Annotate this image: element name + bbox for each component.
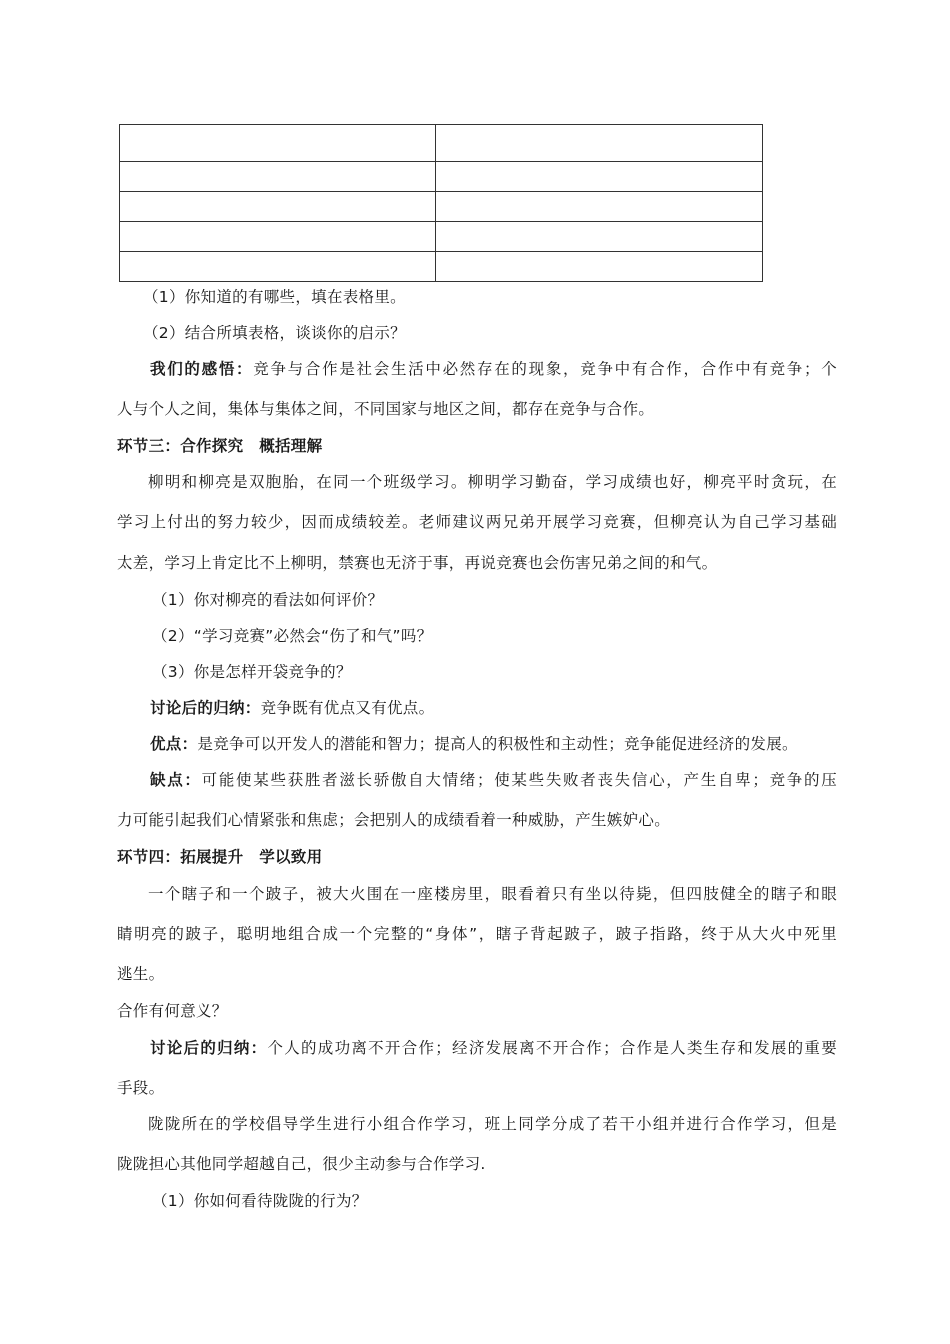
section-3-question-3: （3）你是怎样开袋竞争的？ (152, 663, 352, 681)
blank-fill-table (119, 124, 763, 282)
summary-text: 竞争既有优点又有优点。 (260, 699, 435, 717)
table-question-1: （1）你知道的有哪些，填在表格里。 (143, 288, 406, 306)
pros-text: 是竞争可以开发人的潜能和智力；提高人的积极性和主动性；竞争能促进经济的发展。 (197, 735, 798, 753)
table-cell (436, 125, 763, 162)
table-row (120, 125, 763, 162)
cons-line-1 (150, 770, 837, 790)
table-row (120, 192, 763, 222)
insight-line-1 (150, 359, 837, 379)
cons-line-2: 力可能引起我们心情紧张和焦虑；会把别人的成绩看着一种威胁，产生嫉妒心。 (117, 811, 671, 829)
section-3-question-1: （1）你对柳亮的看法如何评价？ (152, 591, 384, 609)
table-cell (436, 162, 763, 192)
table-question-2: （2）结合所填表格，谈谈你的启示？ (143, 324, 406, 342)
pros-label: 优点： (150, 735, 198, 753)
table-cell (436, 252, 763, 282)
table-cell (436, 222, 763, 252)
table-row (120, 222, 763, 252)
pros-line (150, 734, 798, 754)
cons-label: 缺点： (150, 771, 202, 789)
section-3-story-line-1: 柳明和柳亮是双胞胎，在同一个班级学习。柳明学习勤奋，学习成绩也好，柳亮平时贪玩，在 (148, 473, 837, 491)
summary-label: 讨论后的归纳： (150, 699, 261, 717)
cons-text-1: 可能使某些获胜者滋长骄傲自大情绪；使某些失败者丧失信心，产生自卑；竞争的压 (201, 771, 837, 789)
section-3-story-line-2: 学习上付出的努力较少，因而成绩较差。老师建议两兄弟开展学习竞赛，但柳亮认为自己学习基础 (117, 513, 837, 531)
section-3-question-2: （2）“学习竞赛”必然会“伤了和气”吗？ (152, 627, 433, 645)
table-cell (120, 125, 436, 162)
section-4-question-1: （1）你如何看待陇陇的行为？ (152, 1192, 368, 1210)
section-4-question: 合作有何意义？ (117, 1002, 228, 1020)
summary-label: 讨论后的归纳： (150, 1039, 268, 1057)
section-4-case-line-1: 陇陇所在的学校倡导学生进行小组合作学习，班上同学分成了若干小组并进行合作学习，但是 (148, 1115, 837, 1133)
section-3-summary (150, 698, 434, 718)
section-3-heading: 环节三：合作探究 概括理解 (117, 437, 323, 455)
table-cell (436, 192, 763, 222)
insight-text-1: 竞争与合作是社会生活中必然存在的现象，竞争中有合作，合作中有竞争；个 (253, 360, 837, 378)
section-4-summary-line-2: 手段。 (117, 1079, 165, 1097)
section-4-story-line-2: 睛明亮的跛子，聪明地组合成一个完整的“身体”，瞎子背起跛子，跛子指路，终于从大火中死里 (117, 925, 837, 943)
table-cell (120, 192, 436, 222)
table-row (120, 162, 763, 192)
table-row (120, 252, 763, 282)
table-cell (120, 252, 436, 282)
section-4-story-line-1: 一个瞎子和一个跛子，被大火围在一座楼房里，眼看着只有坐以待毙，但四肢健全的瞎子和眼 (148, 885, 837, 903)
section-3-story-line-3: 太差，学习上肯定比不上柳明，禁赛也无济于事，再说竞赛也会伤害兄弟之间的和气。 (117, 554, 718, 572)
insight-line-2: 人与个人之间，集体与集体之间，不同国家与地区之间，都存在竞争与合作。 (117, 400, 655, 418)
section-4-case-line-2: 陇陇担心其他同学超越自己，很少主动参与合作学习. (117, 1155, 486, 1173)
section-4-summary-line-1 (150, 1038, 837, 1058)
section-4-heading: 环节四：拓展提升 学以致用 (117, 848, 323, 866)
insight-label: 我们的感悟： (150, 360, 254, 378)
table-cell (120, 222, 436, 252)
summary-text-1: 个人的成功离不开合作；经济发展离不开合作；合作是人类生存和发展的重要 (267, 1039, 838, 1057)
table-cell (120, 162, 436, 192)
section-4-story-line-3: 逃生。 (117, 965, 165, 983)
